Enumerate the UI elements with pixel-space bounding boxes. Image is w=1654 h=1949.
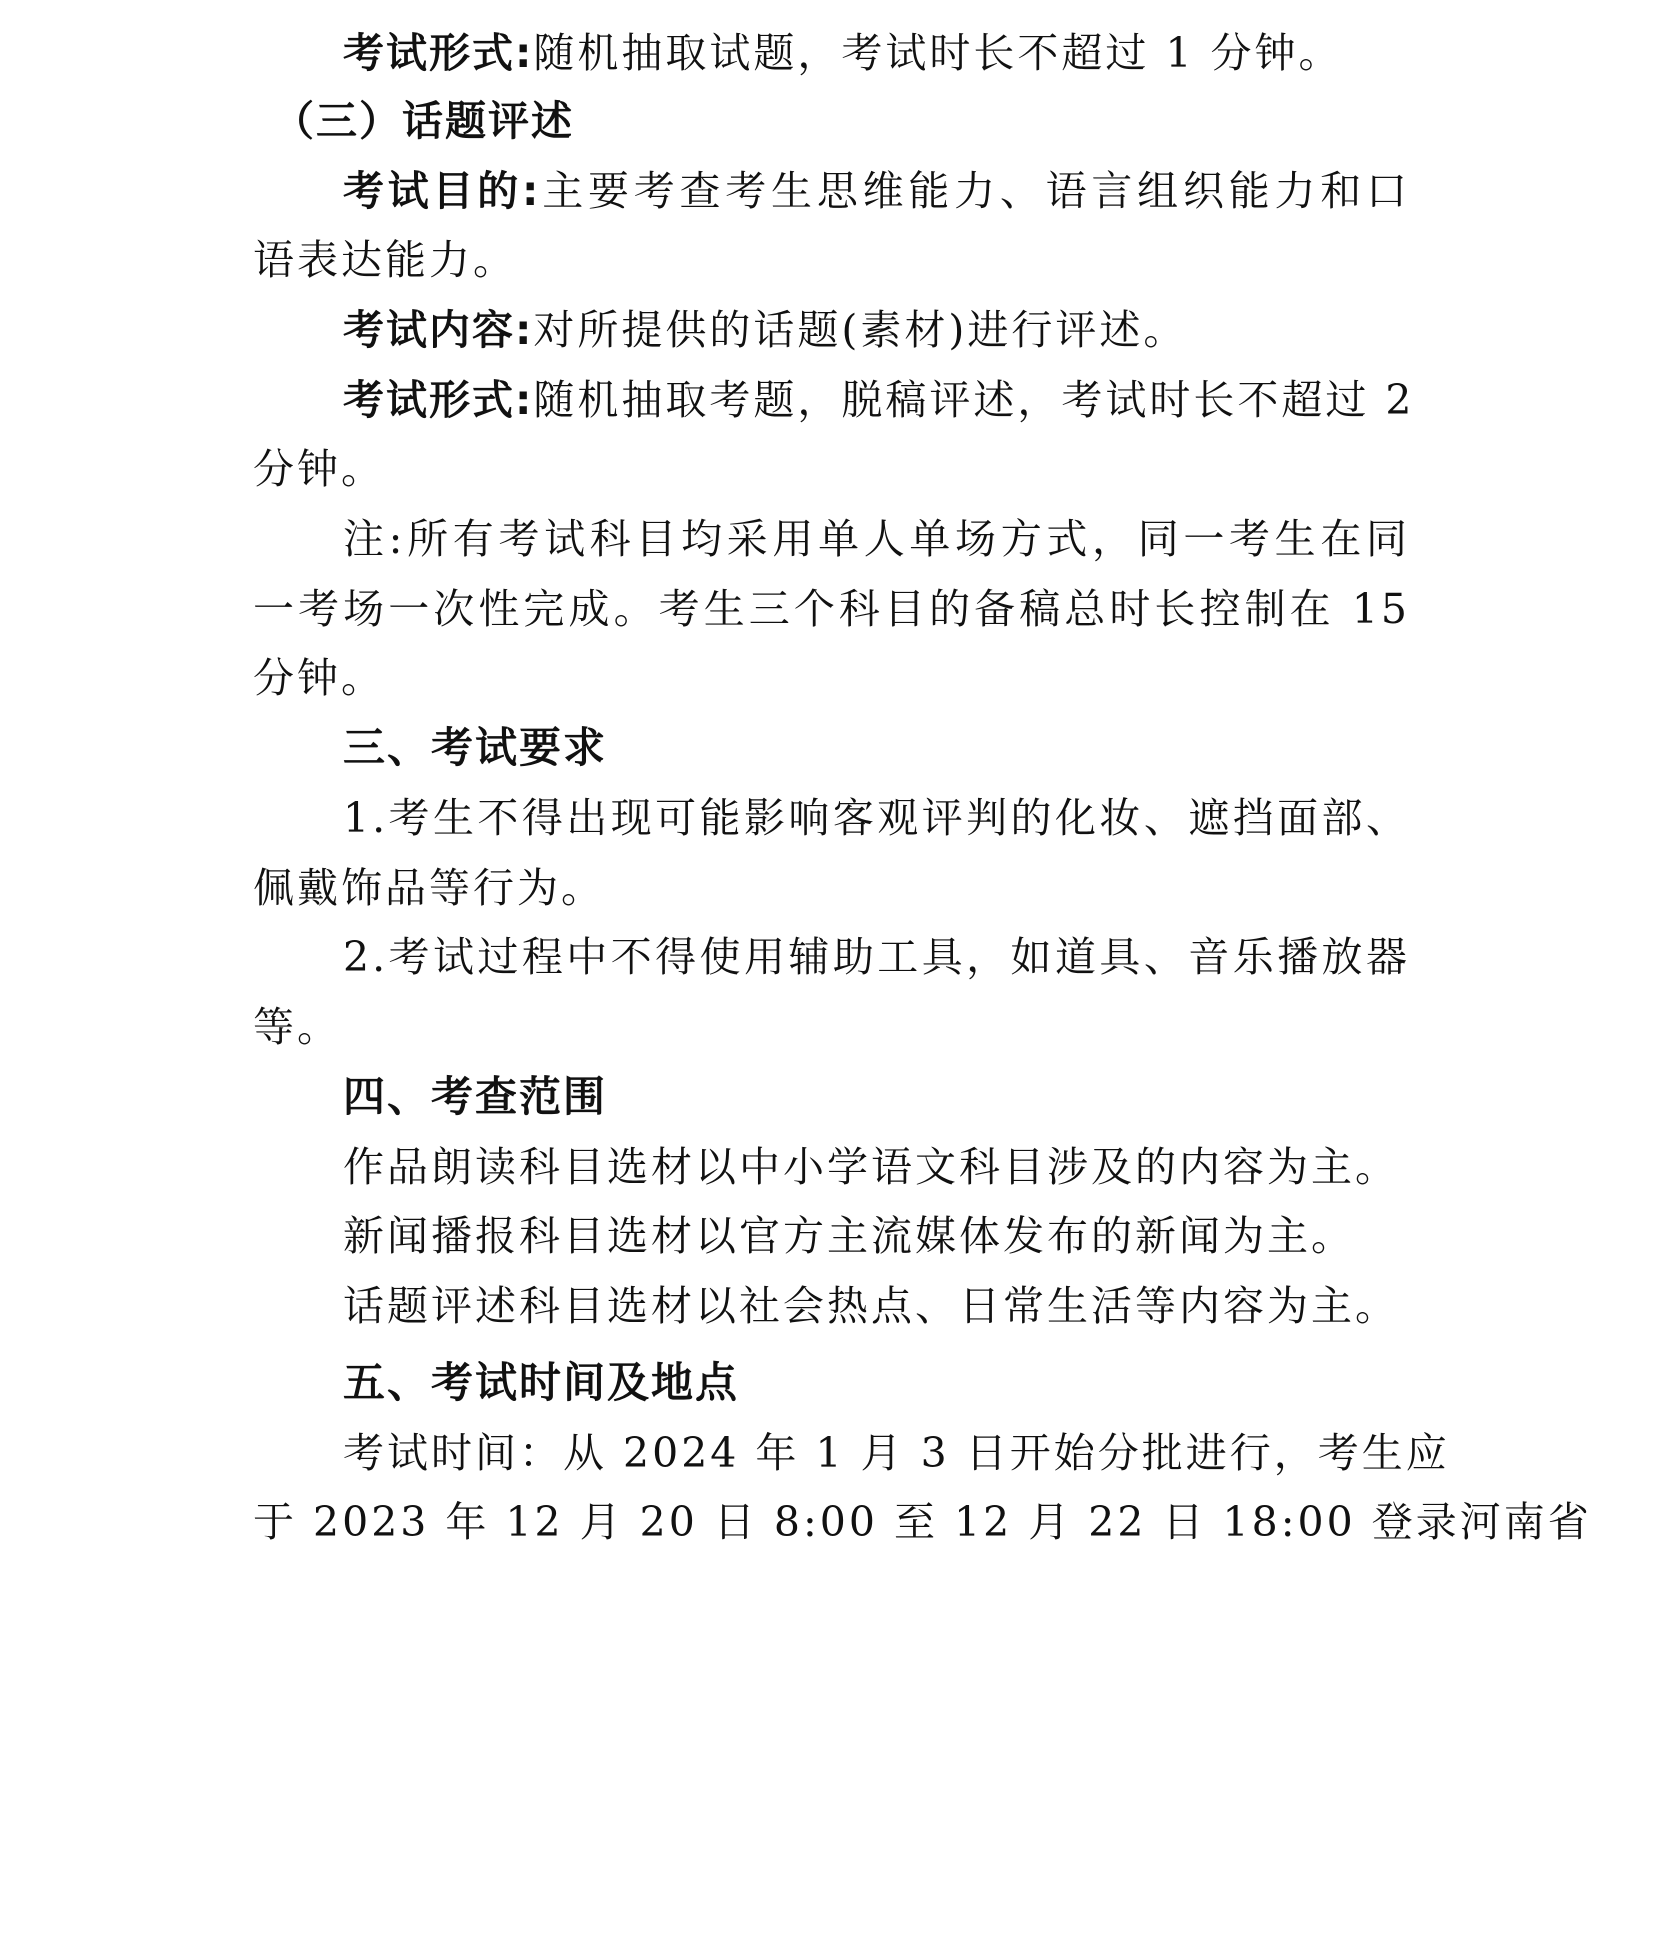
paragraph-text: 对所提供的话题(素材)进行评述。 [533, 306, 1188, 354]
section-heading: 三、考试要求 [343, 723, 608, 772]
paragraph-line: 新闻播报科目选材以官方主流媒体发布的新闻为主。 [343, 1212, 1355, 1260]
field-label: 考试形式: [343, 29, 534, 77]
paragraph-text: 随机抽取试题，考试时长不超过 1 分钟。 [533, 29, 1343, 77]
field-label: 考试目的: [343, 167, 541, 215]
paragraph-line: 一考场一次性完成。考生三个科目的备稿总时长控制在 15 [253, 585, 1410, 633]
paragraph-line: 于 2023 年 12 月 20 日 8:00 至 12 月 22 日 18:00 登录河南省 [253, 1498, 1592, 1546]
paragraph-line: 注:所有考试科目均采用单人单场方式，同一考生在同 [343, 515, 1410, 563]
paragraph-line: 考试时间：从 2024 年 1 月 3 日开始分批进行，考生应 [343, 1429, 1450, 1477]
paragraph-line: 2.考试过程中不得使用辅助工具，如道具、音乐播放器 [343, 933, 1410, 981]
field-label: 考试形式: [343, 376, 534, 424]
paragraph-line: 1.考生不得出现可能影响客观评判的化妆、遮挡面部、 [343, 794, 1410, 842]
section-heading: 四、考查范围 [343, 1072, 608, 1121]
paragraph-line: 作品朗读科目选材以中小学语文科目涉及的内容为主。 [343, 1143, 1399, 1191]
field-label: 考试内容: [343, 306, 534, 354]
paragraph-line: 佩戴饰品等行为。 [253, 864, 605, 912]
paragraph-text: 主要考查考生思维能力、语言组织能力和口 [540, 167, 1411, 215]
paragraph-line: 等。 [253, 1003, 341, 1051]
paragraph-line: 分钟。 [253, 654, 385, 702]
section-heading: 五、考试时间及地点 [343, 1358, 740, 1407]
paragraph-line: 分钟。 [253, 445, 385, 493]
paragraph-line: 语表达能力。 [253, 236, 517, 284]
paragraph-text: 随机抽取考题，脱稿评述，考试时长不超过 2 [533, 376, 1415, 424]
paragraph-line: 话题评述科目选材以社会热点、日常生活等内容为主。 [343, 1282, 1399, 1330]
section-subheading: （三）话题评述 [273, 97, 574, 145]
